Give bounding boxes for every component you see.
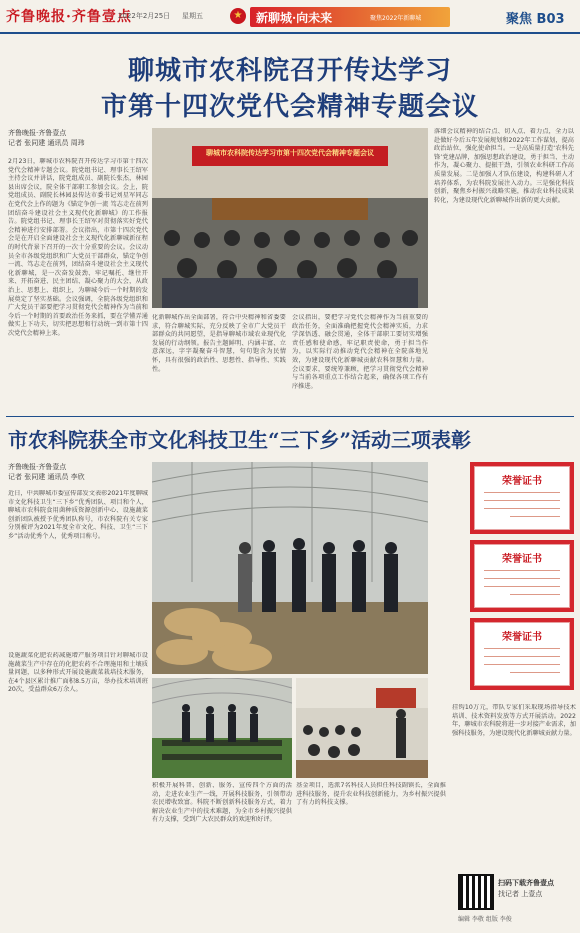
- slogan-banner: [250, 7, 450, 27]
- page-header: [0, 0, 580, 34]
- training-photo-image: [296, 678, 428, 778]
- qr-caption-line2: 找记者 上壹点: [498, 890, 543, 898]
- page-number: B03: [536, 12, 565, 27]
- seedling-photo-image: [152, 678, 292, 778]
- meeting-banner-text: 聊城市农科院传达学习市第十四次党代会精神专题会议: [206, 149, 374, 157]
- seedling-greenhouse-photo: [152, 678, 292, 778]
- article2-source: 齐鲁晚报·齐鲁壹点: [8, 463, 67, 471]
- section-name: 聚焦: [506, 12, 533, 27]
- party-emblem-icon: ★: [230, 8, 246, 24]
- article1-col3: 会议指出，要把学习党代会精神作为当前重要的政治任务，全面准确把握党代会精神实质，力求学深悟透、融会贯通，全体干部职工要切实增强责任感和使命感，牢记职责使命，勇于担当作为，以实际行动推动党代会精神在全院落地见效，为建设现代化新聊城贡献农科智慧和力量。会议要求，要统筹兼顾，把学习贯彻党代会精神与当前各项重点工作结合起来，确保各项工作有序推进。: [292, 314, 428, 390]
- greenhouse-photo: [152, 462, 428, 674]
- article2-col1: 近日，中共聊城市委宣传部发文表彰2021年度聊城市文化科技卫生“三下乡”优秀团队、项目和个人，聊城市农科院食用菌种质资源创新中心、设施蔬菜创新团队被授予优秀团队称号，市农科院有关专家分别被评为2021年度全市文化、科技、卫生“三下乡”活动优秀个人，优秀项目称号。: [8, 490, 148, 540]
- greenhouse-photo-image: [152, 462, 428, 674]
- masthead: 齐鲁晚报·齐鲁壹点: [6, 9, 132, 25]
- article1-col1: 2月23日，聊城市农科院召开传达学习市第十四次党代会精神专题会议。院党组书记、理事长王绍军主持会议并讲话，院党组成员、副院长张杰，林园县出席会议，院全体干部职工参加会议。会上，院党组成员、副院长林园县传达市委书记刘星军同志在党代会上作的题为《锚定争创一流 笃志走在前列 团结奋斗建设社会主义现代化新聊城》的工作报告。院党组书记、理事长王绍军对贯彻落实好党代会精神进行安排部署。会议指出，市第十四次党代会是在开启全面建设社会主义现代化新聊城新征程的时代背景下召开的一次十分重要的会议。会议动员全市各级党组织和广大党员干部群众，锚定争创一流、笃志走在前列，团结奋斗建设社会主义现代化新聊城，是一次奋发鼓劲、牢记嘱托、继往开来、开拓奋进、民主团结、凝心聚力的大会，从政治上、思想上、组织上，为聊城今后一个时期的发展奠定了坚实基础。会议强调，全院各级党组织和广大党员干部要把学习贯彻党代会精神作为当前和今后一个时期的首要政治任务来抓，要在学懂弄通做实上下功夫，切实把思想和行动统一到市第十四次党代会精神上来。: [8, 158, 148, 337]
- slogan-main: 新聊城·向未来: [256, 11, 333, 25]
- editor-credits: 编辑 李敬 组版 李俊: [458, 916, 512, 923]
- article2-col3: 基金项目，选派7名科技人员担任科技副镇长，全面推进科技服务，提升农业科技创新能力，为乡村振兴提供了有力的科技支撑。: [296, 782, 446, 807]
- honor-certificate-3: [470, 618, 574, 690]
- certificate-title: 荣誉证书: [502, 476, 542, 487]
- section-divider: [6, 416, 574, 417]
- article1-col2: 化新聊城作出全面部署，符合中央精神和省委要求，符合聊城实际，充分反映了全市广大党员干部群众的共同愿望，是指导聊城市域农业现代化发展的行动纲领。报告主题鲜明、内涵丰富、立意深远，字字凝聚奋斗智慧，句句饱含为民情怀，具有很强的政治性、思想性、指导性、实践性。: [152, 314, 286, 373]
- certificate-title: 荣誉证书: [502, 632, 542, 643]
- article2-byline: [8, 462, 85, 482]
- article1-title-line1: 聊城市农科院召开传达学习: [127, 56, 452, 86]
- article2-col1b: 设施蔬菜化肥农药减施增产服务项目针对聊城市设施蔬菜生产中存在的化肥农药不合理施用和土壤质量问题，以多种形式开展设施蔬菜栽培技术服务，在4个县区累计推广面积8.5万亩，举办技术培训班20次，受益群众6万余人。: [8, 652, 148, 694]
- article2-title: 市农科院获全市文化科技卫生“三下乡”活动三项表彰: [8, 428, 472, 452]
- article1-source: 齐鲁晚报·齐鲁壹点: [8, 129, 67, 137]
- issue-weekday: 星期五: [182, 12, 203, 20]
- article2-col2: 积极开展科普、创新、服务、宣传四个方面的活动，走进农业生产一线，开展科技服务，引领带动农民增收致富。科院不断创新科技服务方式，着力解决农业生产中的技术难题，为全市乡村振兴提供有力支撑，受到广大农民群众的欢迎和好评。: [152, 782, 292, 824]
- article1-reporters: 记者 张同建 通讯员 周玮: [8, 139, 85, 147]
- qr-code[interactable]: [458, 874, 494, 910]
- qr-caption: [498, 878, 554, 900]
- issue-date: 2022年2月25日: [118, 12, 171, 20]
- slogan-sub: 聚焦2022年新聊城: [370, 15, 422, 22]
- honor-certificate-1: [470, 462, 574, 534]
- article1-col4: 落细会议精神的结合点、切入点、着力点，全力以赴做好今后五年发展规划和2022年工作谋划，提高政治站位，强化使命担当。一是高质量打造‘农科先锋’党建品牌，加强思想政治建设，勇于担当、主动作为，凝心聚力、提振干劲，引领农业科研工作高质量发展。二是加强人才队伍建设，构建科研人才培养体系，为农科院发展注入动力。三是强化科技创新，聚焦乡村振兴战略实施，推动农业科技成果转化，为建设现代化新聊城作出新的更大贡献。: [434, 128, 574, 204]
- article2-reporters: 记者 张同建 通讯员 李欣: [8, 473, 85, 481]
- article1-title-line2: 市第十四次党代会精神专题会议: [100, 92, 479, 122]
- section-label: [506, 8, 565, 27]
- meeting-photo: [152, 128, 428, 308]
- training-class-photo: [296, 678, 428, 778]
- certificate-title: 荣誉证书: [502, 554, 542, 565]
- honor-certificate-2: [470, 540, 574, 612]
- article2-col4: 挂钩10万元，带队专家们采取现场指导技术培训、技术资料发放等方式开展活动。2022年，聊城市农科院将进一步对接产业需求，加强科技服务，为建设现代化新聊城贡献力量。: [452, 704, 576, 737]
- qr-caption-line1: 扫码下载齐鲁壹点: [498, 879, 554, 887]
- article1-byline: [8, 128, 85, 148]
